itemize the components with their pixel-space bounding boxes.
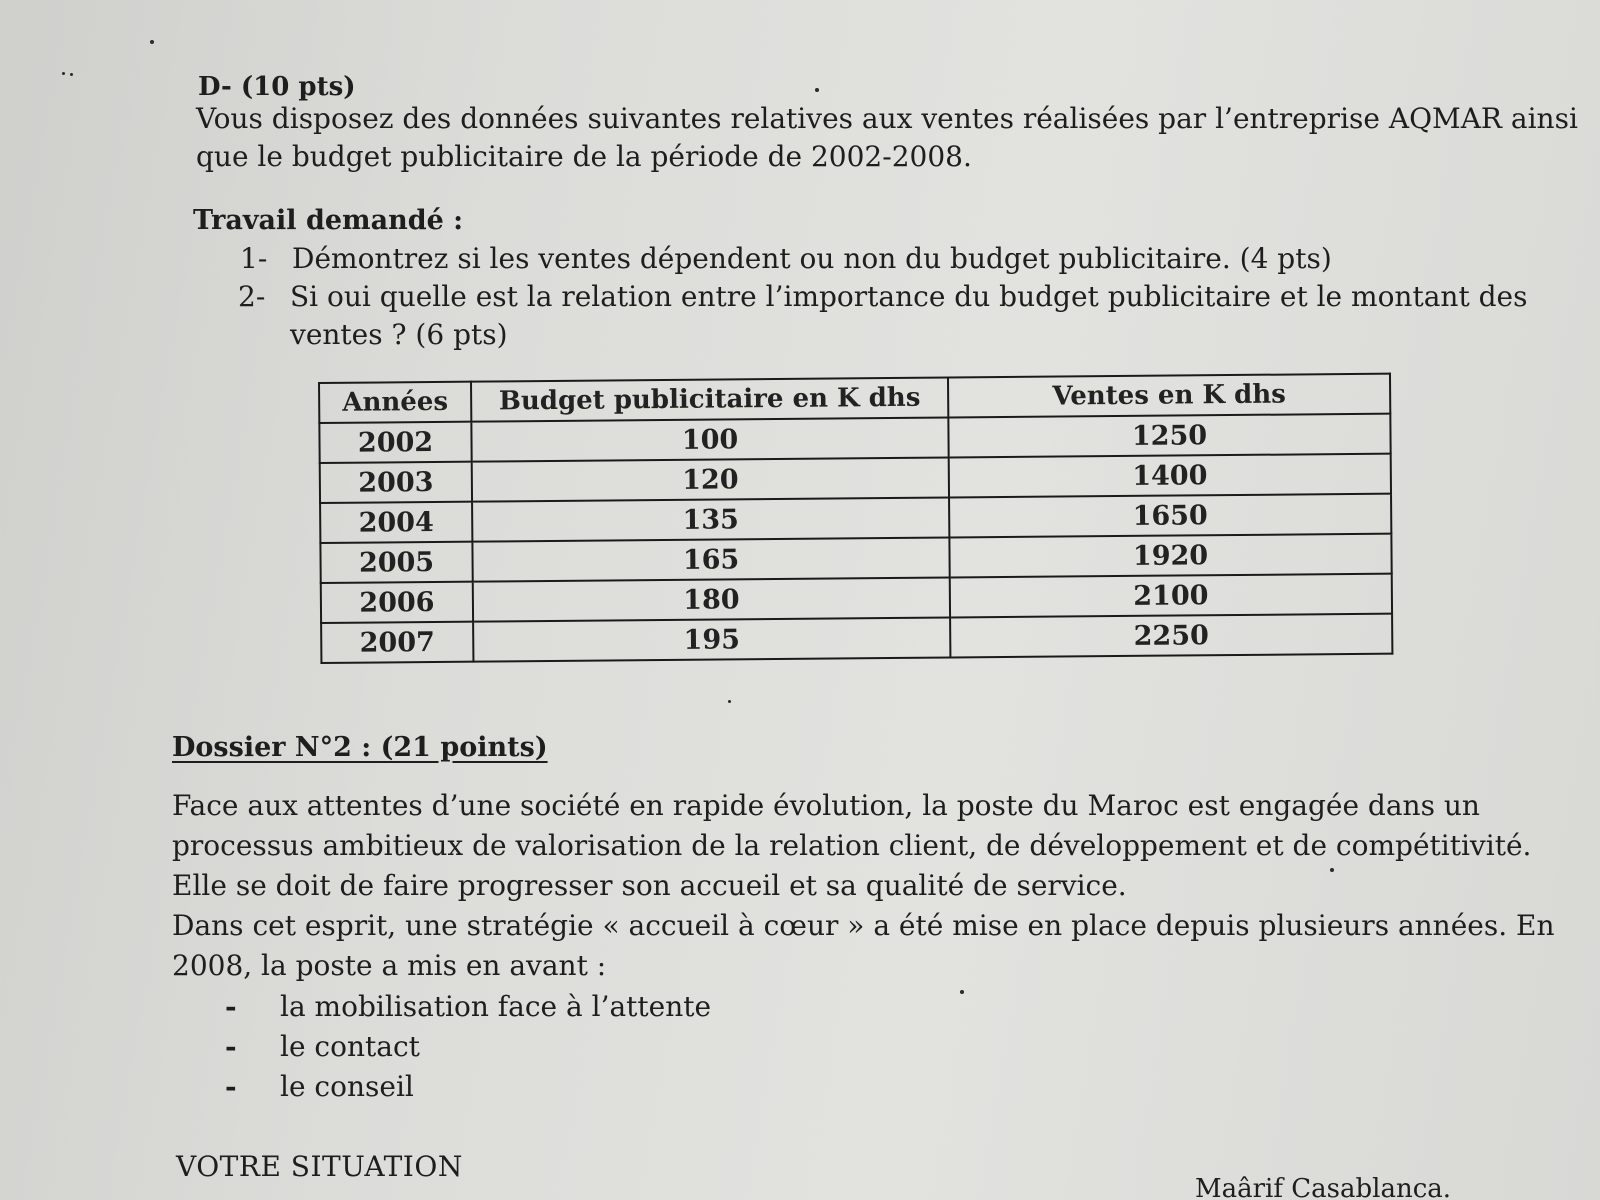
cell-year: 2004 <box>320 502 472 543</box>
bullet-marker: - <box>225 1030 237 1063</box>
cell-sales: 2250 <box>950 614 1392 658</box>
cell-budget: 135 <box>472 497 949 541</box>
dossier-2-paragraph <box>172 786 1555 986</box>
question-number: 1- <box>240 242 268 275</box>
partial-footer-text: Maârif Casablanca. <box>1195 1174 1452 1200</box>
cell-year: 2005 <box>320 542 472 583</box>
paragraph-line: processus ambitieux de valorisation de la relation client, de développement et de compétitivité. <box>172 829 1532 862</box>
bullet-text: la mobilisation face à l’attente <box>280 990 712 1023</box>
speck <box>728 700 731 703</box>
section-d-intro <box>196 100 1578 176</box>
speck <box>70 73 73 76</box>
paragraph-line: Face aux attentes d’une société en rapide évolution, la poste du Maroc est engagée dans un <box>172 789 1480 822</box>
cell-budget: 180 <box>473 577 950 621</box>
header-years: Années <box>319 382 471 423</box>
situation-heading: VOTRE SITUATION <box>176 1150 463 1183</box>
travail-heading: Travail demandé : <box>193 205 464 236</box>
cell-sales: 2100 <box>950 574 1392 618</box>
cell-sales: 1650 <box>949 494 1391 538</box>
cell-year: 2002 <box>319 422 471 463</box>
question-text: Si oui quelle est la relation entre l’importance du budget publicitaire et le montant des <box>290 280 1528 313</box>
bullet-item <box>225 1030 420 1063</box>
cell-budget: 100 <box>471 418 948 462</box>
speck <box>815 88 819 92</box>
bullet-item <box>225 1070 414 1103</box>
bullet-text: le contact <box>280 1030 420 1063</box>
question-2 <box>238 280 1527 313</box>
cell-year: 2006 <box>321 582 473 623</box>
question-2-continued <box>290 318 508 351</box>
sales-budget-table <box>318 373 1393 664</box>
bullet-text: le conseil <box>280 1070 414 1103</box>
paragraph-line: Dans cet esprit, une stratégie « accueil à cœur » a été mise en place depuis plusieurs années. En <box>172 909 1555 942</box>
intro-line-2: que le budget publicitaire de la période de 2002-2008. <box>196 140 972 173</box>
cell-sales: 1400 <box>949 454 1391 498</box>
section-d-title: D- (10 pts) <box>198 72 356 102</box>
speck <box>960 990 964 994</box>
bullet-marker: - <box>225 990 237 1023</box>
intro-line-1: Vous disposez des données suivantes relatives aux ventes réalisées par l’entreprise AQMAR ainsi <box>196 102 1578 135</box>
speck <box>62 72 65 75</box>
cell-sales: 1250 <box>948 414 1390 458</box>
cell-budget: 195 <box>473 617 950 661</box>
cell-year: 2003 <box>320 462 472 503</box>
question-1 <box>240 242 1332 275</box>
paragraph-line: Elle se doit de faire progresser son accueil et sa qualité de service. <box>172 869 1127 902</box>
cell-budget: 120 <box>472 457 949 501</box>
dossier-2-heading: Dossier N°2 : (21 points) <box>172 732 548 763</box>
paragraph-line: 2008, la poste a mis en avant : <box>172 949 607 982</box>
bullet-item <box>225 990 711 1023</box>
bullet-marker: - <box>225 1070 237 1103</box>
cell-sales: 1920 <box>949 534 1391 578</box>
question-text: Démontrez si les ventes dépendent ou non du budget publicitaire. (4 pts) <box>292 242 1332 275</box>
header-budget: Budget publicitaire en K dhs <box>471 378 948 422</box>
question-text-continued: ventes ? (6 pts) <box>290 318 508 351</box>
table-row <box>321 614 1392 663</box>
question-number: 2- <box>238 280 266 313</box>
speck <box>150 40 154 44</box>
cell-year: 2007 <box>321 622 473 663</box>
cell-budget: 165 <box>472 537 949 581</box>
header-sales: Ventes en K dhs <box>948 374 1390 418</box>
